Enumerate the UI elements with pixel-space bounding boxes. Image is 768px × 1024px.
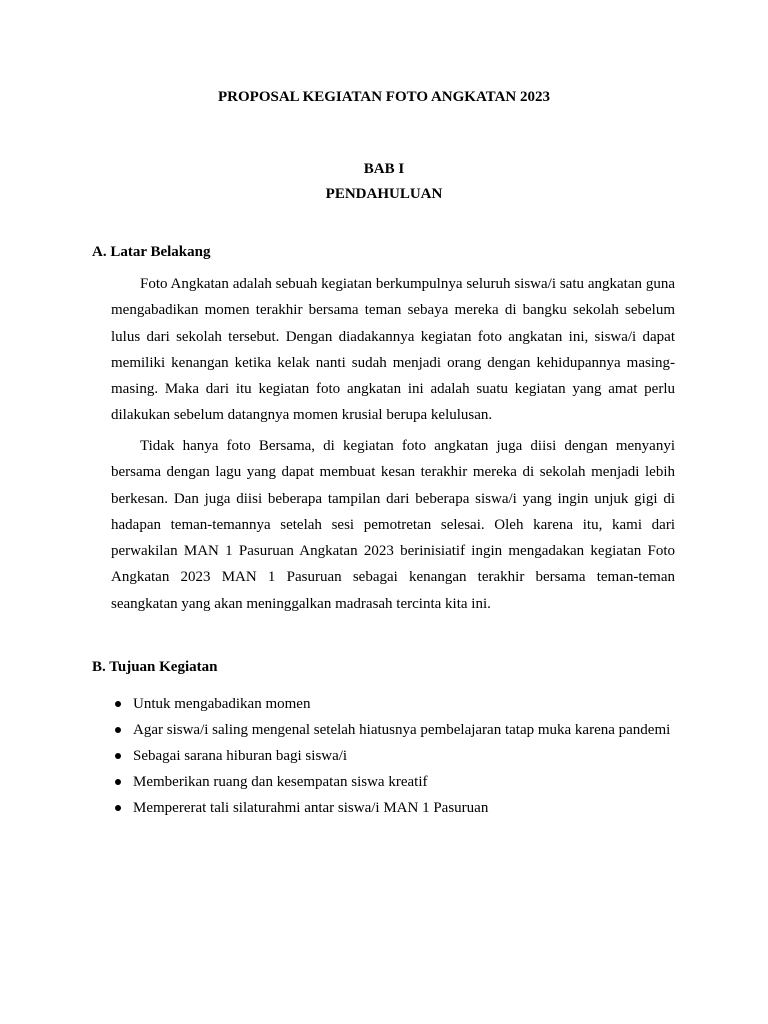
- bullet-icon: [115, 805, 121, 811]
- section-heading-tujuan-kegiatan: B. Tujuan Kegiatan: [92, 659, 218, 675]
- section-heading-latar-belakang: A. Latar Belakang: [92, 244, 211, 260]
- chapter-title: PENDAHULUAN: [325, 186, 443, 202]
- list-item-text: Untuk mengabadikan momen: [133, 696, 311, 712]
- paragraph: Foto Angkatan adalah sebuah kegiatan berkumpulnya seluruh siswa/i satu angkatan guna mengabadikan momen terakhir bersama teman sebaya mereka di bangku sekolah sebelum lulus dari sekolah tersebut. Dengan diadakannya kegiatan foto angkatan ini, siswa/i dapat memiliki kenangan ketika kelak nanti sudah menjadi orang dengan kehidupannya masing-masing. Maka dari itu kegiatan foto angkatan ini adalah suatu kegiatan yang amat perlu dilakukan sebelum datangnya momen krusial berupa kelulusan.: [111, 276, 675, 424]
- objectives-list: [111, 691, 675, 821]
- list-item-text: Sebagai sarana hiburan bagi siswa/i: [133, 748, 348, 764]
- list-item-text: Memberikan ruang dan kesempatan siswa kreatif: [133, 774, 428, 790]
- bullet-icon: [115, 753, 121, 759]
- bullet-icon: [115, 779, 121, 785]
- bullet-icon: [115, 727, 121, 733]
- list-item: [111, 769, 675, 795]
- list-item: [111, 717, 675, 743]
- list-item: [111, 795, 675, 821]
- document-title: PROPOSAL KEGIATAN FOTO ANGKATAN 2023: [218, 89, 550, 105]
- list-item-text: Agar siswa/i saling mengenal setelah hiatusnya pembelajaran tatap muka karena pandemi: [133, 722, 671, 738]
- bullet-icon: [115, 701, 121, 707]
- list-item: [111, 691, 675, 717]
- chapter-number: BAB I: [363, 161, 405, 177]
- paragraph: Tidak hanya foto Bersama, di kegiatan foto angkatan juga diisi dengan menyanyi bersama dengan lagu yang dapat membuat kesan terakhir mereka di sekolah menjadi lebih berkesan. Dan juga diisi beberapa tampilan dari beberapa siswa/i yang ingin unjuk gigi di hadapan teman-temannya setelah sesi pemotretan selesai. Oleh karena itu, kami dari perwakilan MAN 1 Pasuruan Angkatan 2023 berinisiatif ingin mengadakan kegiatan Foto Angkatan 2023 MAN 1 Pasuruan sebagai kenangan terakhir bersama teman-teman seangkatan yang akan meninggalkan madrasah tercinta kita ini.: [111, 438, 675, 612]
- list-item: [111, 743, 675, 769]
- list-item-text: Mempererat tali silaturahmi antar siswa/i MAN 1 Pasuruan: [133, 800, 489, 816]
